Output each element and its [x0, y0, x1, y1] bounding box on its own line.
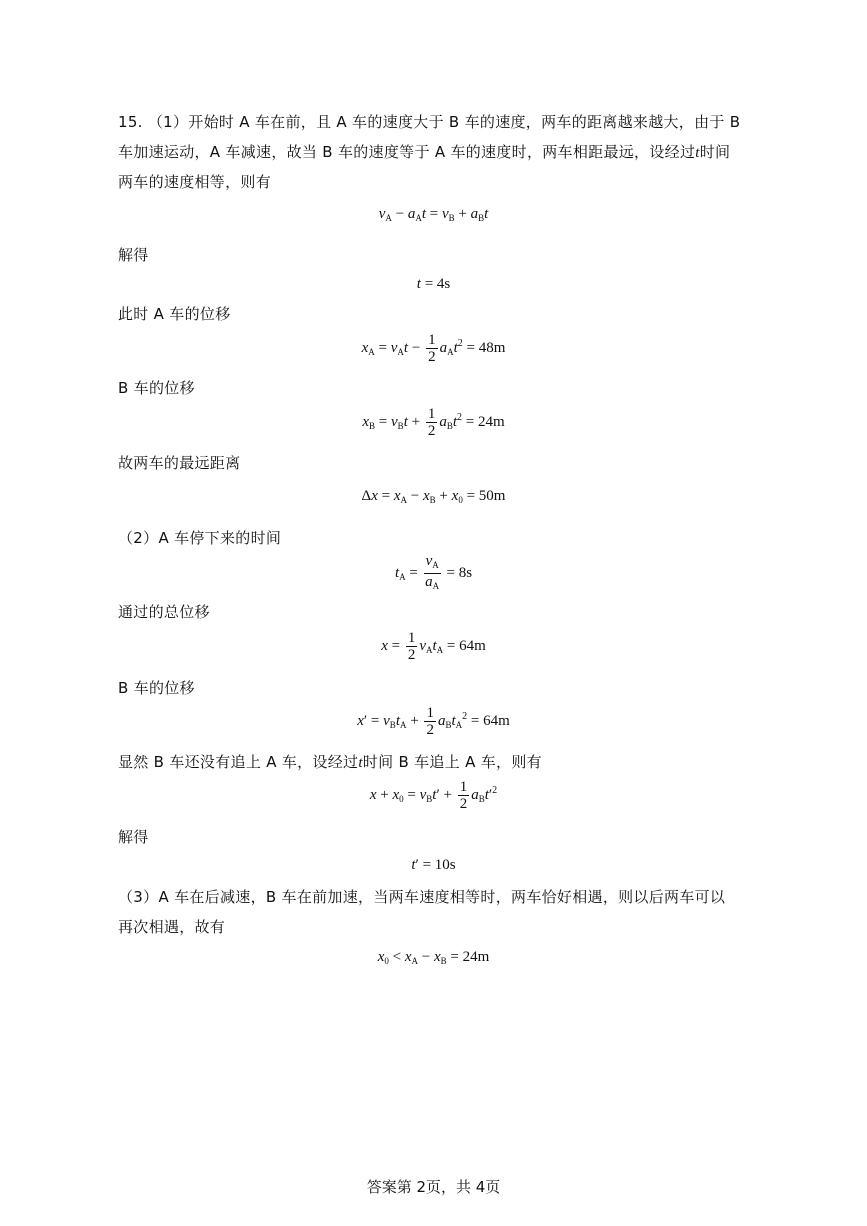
dx-result: = 50m — [466, 488, 506, 504]
equation-xa: $x_A = v_At$ − $\frac{1}{2}$ $a_At^2 = 48m$ — [361, 332, 506, 365]
var-t: t — [695, 145, 700, 161]
equation-ta: $t_A$ = $\frac{v_A}{a_A}$ = 8s — [394, 553, 473, 591]
p2-label: （2）A 车停下来的时间 — [118, 529, 282, 547]
xa-result: = 48m — [466, 339, 506, 356]
ineq-result: = 24m — [450, 949, 490, 965]
var-t-prime: t — [358, 755, 363, 771]
catchup-text-b: 时间 B 车追上 A 车，则有 — [362, 753, 542, 771]
q15-p1-line1: 15. （1）开始时 A 车在前，且 A 车的速度大于 B 车的速度，两车的距离越来越大，由于 B — [118, 113, 741, 131]
q15-p1-line2a: 车加速运动，A 车减速，故当 B 车的速度等于 A 车的速度时，两车相距最远，设经过 — [118, 143, 696, 161]
equation-delta-x: $\Delta x = x_A - x_B + x_0 = 50m$ — [361, 488, 506, 505]
tp-value: = 10s — [422, 857, 456, 873]
p3-line2: 再次相遇，故有 — [118, 918, 226, 936]
solve-label-2: 解得 — [118, 828, 149, 846]
a-displacement-label: 此时 A 车的位移 — [118, 305, 231, 323]
page-footer: 答案第 2页，共 4页 — [366, 1178, 501, 1196]
b-displacement-label-2: B 车的位移 — [118, 679, 195, 697]
solve-label-1: 解得 — [118, 246, 149, 264]
q15-p1-line3: 两车的速度相等，则有 — [118, 173, 272, 191]
equation-t-prime: t′ = 10s — [411, 857, 456, 873]
x-result: = 64m — [446, 637, 486, 654]
equation-t-value: t = 4s — [416, 276, 451, 292]
b-displacement-label-1: B 车的位移 — [118, 379, 195, 397]
total-displacement-label: 通过的总位移 — [118, 603, 210, 621]
ta-result: = 8s — [446, 564, 473, 581]
catchup-line — [118, 747, 542, 778]
max-distance-label: 故两车的最远距离 — [118, 454, 241, 472]
xb-result: = 24m — [465, 413, 505, 430]
equation-inequality: $x_0 < x_A - x_B = 24m$ — [377, 949, 490, 966]
q15-p1-line2 — [118, 137, 730, 168]
equation-xb: $x_B = v_Bt$ + $\frac{1}{2}$ $a_Bt^2 = 24m$ — [362, 406, 505, 439]
equation-x: x = $\frac{1}{2}$ $v_At_A = 64m$ — [381, 630, 486, 663]
p3-line1: （3）A 车在后减速，B 车在前加速，当两车速度相等时，两车恰好相遇，则以后两车可以 — [118, 888, 726, 906]
equation-velocity-equal: $v_A - a_At = v_B + a_Bt$ — [378, 206, 489, 223]
q15-p1-line2b: 时间 — [699, 143, 731, 161]
equation-x-prime: $x' = v_Bt_A$ + $\frac{1}{2}$ $a_Bt_A^2 = 64m$ — [357, 705, 510, 738]
xp-result: = 64m — [470, 712, 510, 729]
catchup-text-a: 显然 B 车还没有追上 A 车，设经过 — [118, 753, 359, 771]
equation-catchup: $x + x_0 = v_Bt'$ + $\frac{1}{2}$ $a_Bt'^2$ — [369, 779, 498, 812]
